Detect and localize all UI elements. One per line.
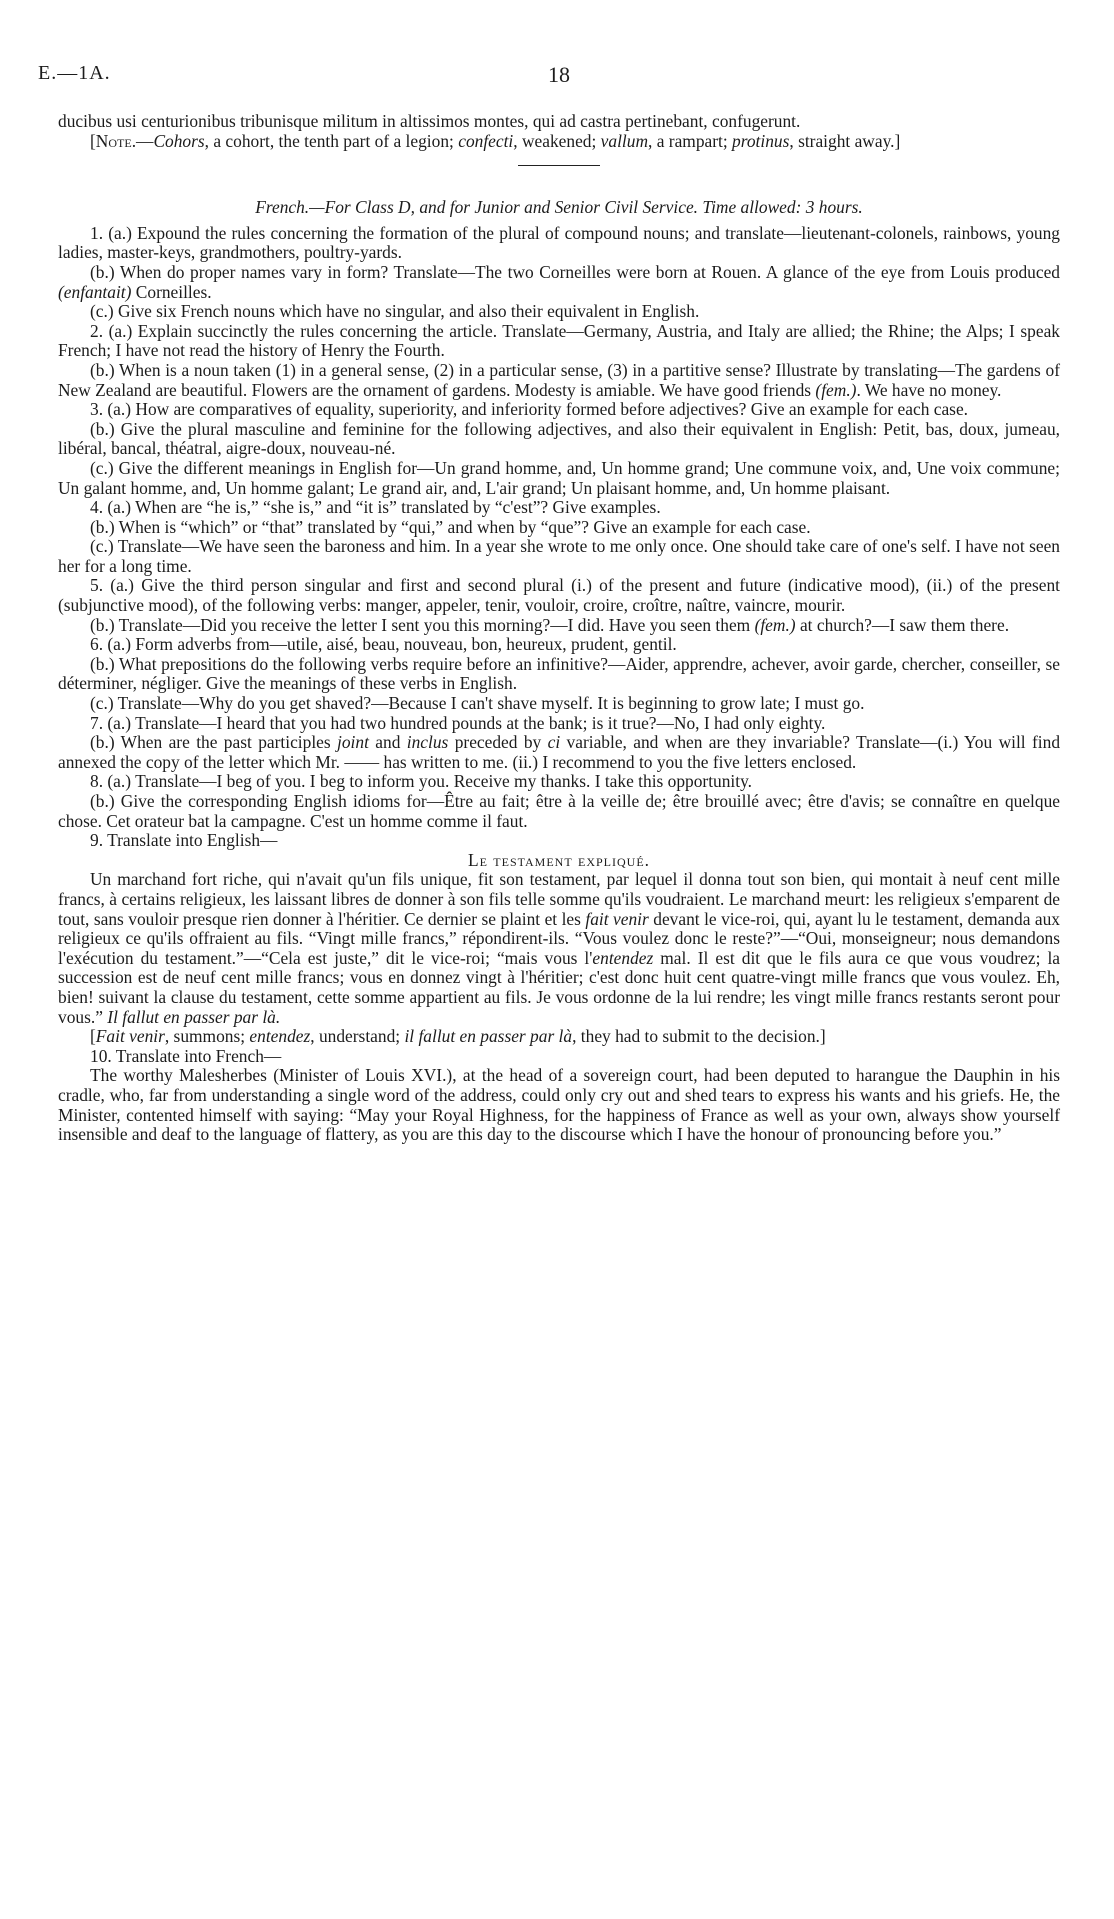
english-passage: The worthy Malesherbes (Minister of Louis XVI.), at the head of a sovereign court, had been deputed to harangue the Dauphin in his cradle, who, far from understanding a single word of the address, could only cry out and shed tears to express his wants and his griefs. He, the Minister, contented himself with saying: “May your Royal Highness, for the happiness of France as well as your own, always show yourself insensible and deaf to the language of flattery, as you are this day to the discourse which I have the honour of pronouncing before you.”	[58, 1065, 1060, 1145]
question-5b: (b.) Translate—Did you receive the letter I sent you this morning?—I did. Have you seen them (fem.) at church?—I saw them there.	[90, 614, 1010, 635]
question-3a: 3. (a.) How are comparatives of equality, superiority, and inferiority formed before adjectives? Give an example for each case.	[90, 399, 969, 420]
question-10-intro: 10. Translate into French—	[90, 1045, 282, 1066]
document-reference: E.—1A.	[38, 62, 111, 84]
question-4a: 4. (a.) When are “he is,” “she is,” and “it is” translated by “c'est”? Give examples.	[90, 497, 661, 518]
section-divider	[518, 165, 600, 166]
latin-note: [Note.—Cohors, a cohort, the tenth part of a legion; confecti, weakened; vallum, a rampart; protinus, straight away.]	[90, 130, 901, 151]
question-8b: (b.) Give the corresponding English idioms for—Être au fait; être à la veille de; être brouillé avec; être d'avis; se connaître en quelque chose. Cet orateur bat la campagne. C'est un homme comme il faut.	[58, 791, 1060, 831]
question-7a: 7. (a.) Translate—I heard that you had two hundred pounds at the bank; is it true?—No, I had only eighty.	[90, 712, 826, 733]
question-9-intro: 9. Translate into English—	[90, 830, 278, 851]
question-1b: (b.) When do proper names vary in form? Translate—The two Corneilles were born at Rouen. A glance of the eye from Louis produced (enfantait) Corneilles.	[58, 261, 1060, 302]
question-1c: (c.) Give six French nouns which have no singular, and also their equivalent in English.	[90, 301, 700, 322]
question-6a: 6. (a.) Form adverbs from—utile, aisé, beau, nouveau, bon, heureux, prudent, gentil.	[90, 634, 677, 655]
question-4c: (c.) Translate—We have seen the baroness and him. In a year she wrote to me only once. One should take care of one's self. I have not seen her for a long time.	[58, 536, 1060, 576]
question-6c: (c.) Translate—Why do you get shaved?—Because I can't shave myself. It is beginning to grow late; I must go.	[90, 693, 865, 714]
question-2b: (b.) When is a noun taken (1) in a general sense, (2) in a particular sense, (3) in a partitive sense? Illustrate by translating—The gardens of New Zealand are beautiful. Flowers are the ornament of gardens. Modesty is amiable. We have good friends (fem.). We have no money.	[58, 359, 1060, 400]
page-number: 18	[548, 62, 570, 87]
passage-title: Le testament expliqué.	[467, 849, 651, 870]
french-passage: Un marchand fort riche, qui n'avait qu'un fils unique, fit son testament, par lequel il donna tout son bien, qui montait à neuf cent mille francs, à certains religieux, les laissant libres de donner à son fils telle somme qu'ils voudraient. Le marchand meurt: les religieux s'emparent de tout, sans vouloir presque rien donner à l'héritier. Ce dernier se plaint et les fait venir devant le vice-roi, qui, ayant lu le testament, demanda aux religieux ce qu'ils offraient au fils. “Vingt mille francs,” répondirent-ils. “Vous voulez donc le reste?”—“Oui, monseigneur; nous demandons l'exécution du testament.”—“Cela est juste,” dit le vice-roi; “mais vous l'entendez mal. Il est dit que le fils aura ce que vous voudrez; la succession est de neuf cent mille francs; vous en donnez vingt à l'héritier; c'est donc huit cent quatre-vingt mille francs que vous voulez. Eh, bien! suivant la clause du testament, cette somme appartient au fils. Je vous ordonne de la lui rendre; les vingt mille francs restants seront pour vous.” Il fallut en passer par là.	[58, 869, 1061, 1027]
question-2a: 2. (a.) Explain succinctly the rules concerning the article. Translate—Germany, Austria, and Italy are allied; the Rhine; the Alps; I speak French; I have not read the history of Henry the Fourth.	[58, 320, 1060, 361]
page-header	[38, 62, 1048, 96]
question-8a: 8. (a.) Translate—I beg of you. I beg to inform you. Receive my thanks. I take this opportunity.	[90, 771, 753, 792]
question-3c: (c.) Give the different meanings in English for—Un grand homme, and, Un homme grand; Une commune voix, and, Une voix commune; Un galant homme, and, Un homme galant; Le grand air, and, L'air grand; Un plaisant homme, and, Un homme plaisant.	[58, 457, 1060, 498]
question-6b: (b.) What prepositions do the following verbs require before an infinitive?—Aider, apprendre, achever, avoir garde, chercher, conseiller, se déterminer, négliger. Give the meanings of these verbs in English.	[58, 653, 1060, 694]
question-5a: 5. (a.) Give the third person singular and first and second plural (i.) of the present and future (indicative mood), (ii.) of the present (subjunctive mood), of the following verbs: manger, appeler, tenir, vouloir, croire, croître, naître, vaincre, mourir.	[58, 575, 1060, 616]
question-1a: 1. (a.) Expound the rules concerning the formation of the plural of compound nouns; and translate—lieutenant-colonels, rainbows, young ladies, master-keys, grandmothers, poultry-yards.	[58, 222, 1060, 263]
question-3b: (b.) Give the plural masculine and feminine for the following adjectives, and also their equivalent in English: Petit, bas, doux, jumeau, libéral, bancal, théatral, aigre-doux, nouveau-né.	[58, 418, 1060, 459]
latin-passage-tail: ducibus usi centurionibus tribunisque militum in altissimos montes, qui ad castra pertinebant, confugerunt.	[58, 111, 801, 131]
question-4b: (b.) When is “which” or “that” translated by “qui,” and when by “que”? Give an example for each case.	[90, 516, 811, 537]
section-title: French.—For Class D, and for Junior and Senior Civil Service. Time allowed: 3 hours.	[255, 197, 863, 218]
question-7b: (b.) When are the past participles joint and inclus preceded by ci variable, and when are they invariable? Translate—(i.) You will find annexed the copy of the letter which Mr. —— has written to me. (ii.) I recommend to you the five letters enclosed.	[58, 732, 1061, 772]
passage-note: [Fait venir, summons; entendez, understand; il fallut en passer par là, they had to submit to the decision.]	[90, 1026, 826, 1047]
page-body	[58, 112, 1060, 1145]
